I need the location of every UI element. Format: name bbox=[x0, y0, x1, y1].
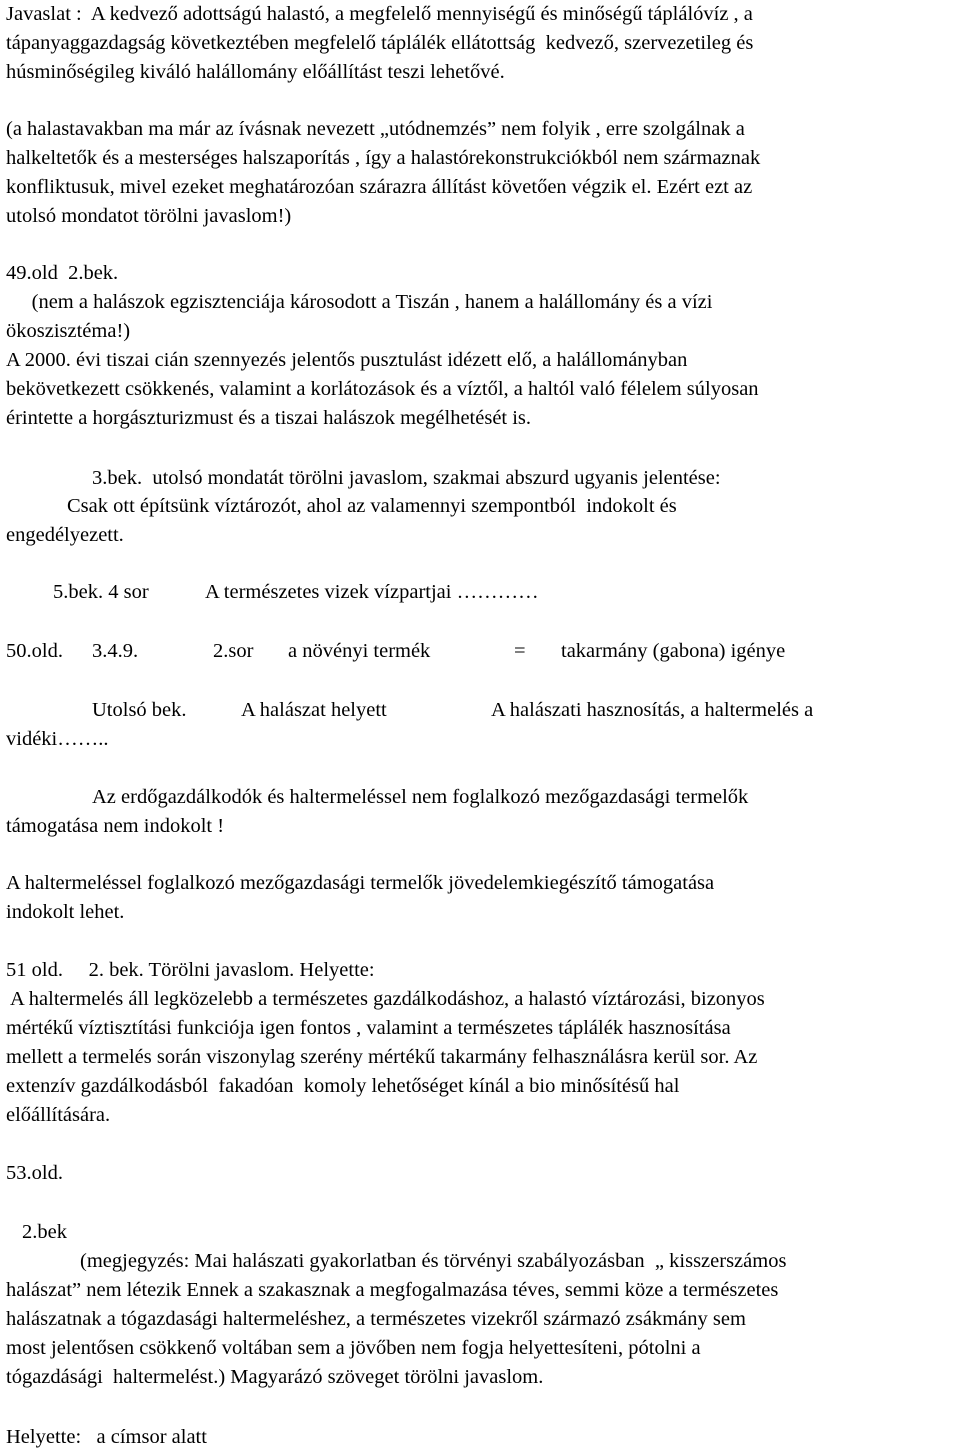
remark-line-4: most jelentősen csökkenő voltában sem a jövőben nem fogja helyettesíteni, pótolni a bbox=[6, 1337, 701, 1359]
proposal-line-1: Javaslat : A kedvező adottságú halastó, a megfelelő mennyiségű és minőségű táplálóvíz , a bbox=[6, 3, 753, 25]
proposal-line-3: húsminőségileg kiváló halállomány előállítást teszi lehetővé. bbox=[6, 61, 505, 83]
section-ref-49: 49.old 2.bek. bbox=[6, 262, 119, 284]
note-spawning-line-4: utolsó mondatot törölni javaslom!) bbox=[6, 205, 292, 227]
replacement-line-4: extenzív gazdálkodásból fakadóan komoly lehetőséget kínál a bio minősítésű hal bbox=[6, 1075, 680, 1097]
bek2-ref: 2.bek bbox=[22, 1221, 67, 1243]
replacement-line-2: mértékű víztisztítási funkciója igen fontos , valamint a természetes táplálék hasznosítása bbox=[6, 1017, 731, 1039]
replacement-line-5: előállítására. bbox=[6, 1104, 111, 1126]
last-bek-replacement: A halászati hasznosítás, a haltermelés a bbox=[491, 699, 814, 721]
bek5-text: A természetes vizek vízpartjai ………… bbox=[205, 581, 539, 603]
tisza-note-line-3: A 2000. évi tiszai cián szennyezés jelentős pusztulást idézett elő, a halállományban bbox=[6, 349, 688, 371]
bek3-line-3: engedélyezett. bbox=[6, 524, 124, 546]
bek3-line-2: Csak ott építsünk víztározót, ahol az valamennyi szempontból indokolt és bbox=[67, 495, 677, 517]
section-ref-53: 53.old. bbox=[6, 1162, 63, 1184]
remark-line-5: tógazdásági haltermelést.) Magyarázó szöveget törölni javaslom. bbox=[6, 1366, 544, 1388]
old50-replacement: takarmány (gabona) igénye bbox=[561, 640, 786, 662]
note-spawning-line-2: halkeltetők és a mesterséges halszaporítás , így a halastórekonstrukciókból nem származnak bbox=[6, 147, 761, 169]
remark-line-3: halászatnak a tógazdasági haltermeléshez, a természetes vizekről származó zsákmány sem bbox=[6, 1308, 746, 1330]
forestry-line-1: Az erdőgazdálkodók és haltermeléssel nem foglalkozó mezőgazdasági termelők bbox=[92, 786, 749, 808]
old50-original-term: a növényi termék bbox=[288, 640, 431, 662]
tisza-note-line-5: érintette a horgászturizmust és a tiszai halászok megélhetését is. bbox=[6, 407, 532, 429]
fish-farmers-line-1: A haltermeléssel foglalkozó mezőgazdasági termelők jövedelemkiegészítő támogatása bbox=[6, 872, 715, 894]
remark-line-1: (megjegyzés: Mai halászati gyakorlatban és törvényi szabályozásban „ kisszerszámos bbox=[80, 1250, 787, 1272]
old50-ref: 50.old. bbox=[6, 640, 63, 662]
instead-line: Helyette: a címsor alatt bbox=[6, 1426, 207, 1448]
replacement-line-1: A haltermelés áll legközelebb a természetes gazdálkodáshoz, a halastó víztározási, bizonyos bbox=[6, 988, 765, 1010]
old50-section: 3.4.9. bbox=[92, 640, 139, 662]
old50-equals: = bbox=[514, 640, 526, 662]
bek3-line-1: 3.bek. utolsó mondatát törölni javaslom, szakmai abszurd ugyanis jelentése: bbox=[92, 467, 721, 489]
replacement-line-3: mellett a termelés során viszonylag szerény mértékű takarmány felhasználásra kerül sor. Az bbox=[6, 1046, 758, 1068]
proposal-line-2: tápanyaggazdagság következtében megfelelő táplálék ellátottság kedvező, szervezetileg és bbox=[6, 32, 754, 54]
last-bek-line-2: vidéki…….. bbox=[6, 728, 109, 750]
section-ref-51: 51 old. 2. bek. Törölni javaslom. Helyette: bbox=[6, 959, 375, 981]
fish-farmers-line-2: indokolt lehet. bbox=[6, 901, 125, 923]
remark-line-2: halászat” nem létezik Ennek a szakasznak a megfogalmazása téves, semmi köze a természetes bbox=[6, 1279, 779, 1301]
bek5-ref: 5.bek. 4 sor bbox=[53, 581, 149, 603]
old50-row: 2.sor bbox=[213, 640, 254, 662]
last-bek-original: A halászat helyett bbox=[241, 699, 387, 721]
note-spawning-line-3: konfliktusuk, mivel ezeket meghatározóan szárazra állítást követően végzik el. Ezért ezt az bbox=[6, 176, 753, 198]
tisza-note-line-1: (nem a halászok egzisztenciája károsodott a Tiszán , hanem a halállomány és a vízi bbox=[6, 291, 713, 313]
forestry-line-2: támogatása nem indokolt ! bbox=[6, 815, 225, 837]
last-bek-ref: Utolsó bek. bbox=[92, 699, 187, 721]
tisza-note-line-4: bekövetkezett csökkenés, valamint a korlátozások és a víztől, a haltól való félelem súlyosan bbox=[6, 378, 759, 400]
tisza-note-line-2: ökoszisztéma!) bbox=[6, 320, 131, 342]
note-spawning-line-1: (a halastavakban ma már az ívásnak nevezett „utódnemzés” nem folyik , erre szolgálnak a bbox=[6, 118, 745, 140]
